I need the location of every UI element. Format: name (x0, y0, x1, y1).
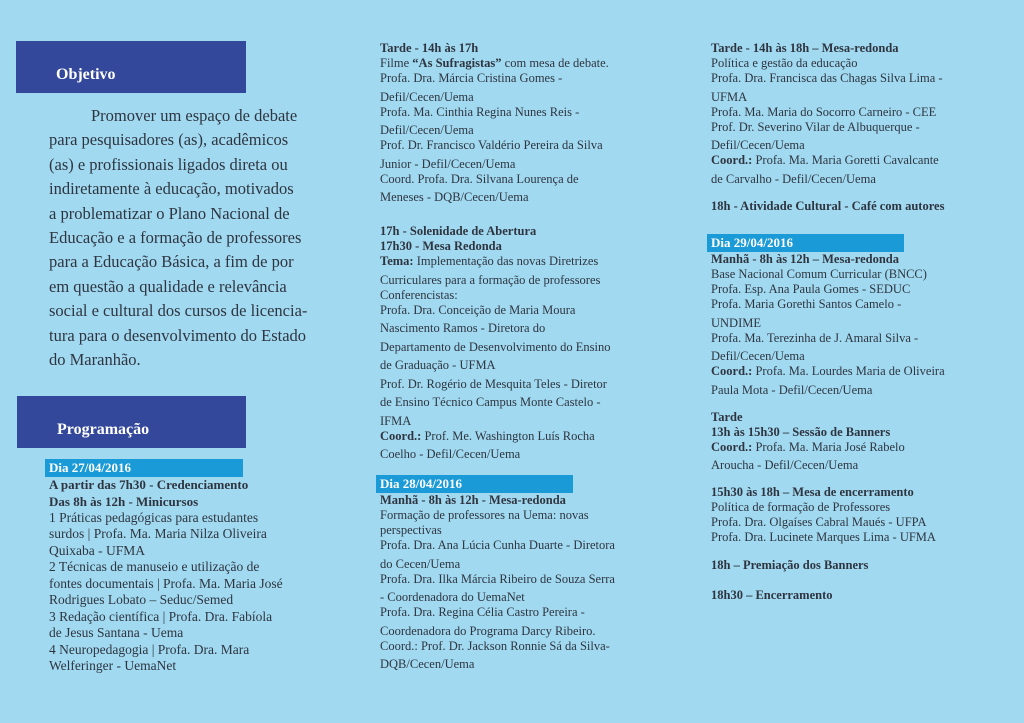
programacao-title: Programação (57, 421, 150, 438)
objetivo-header (16, 41, 246, 93)
objetivo-title: Objetivo (56, 66, 116, 83)
date-bar-day3: Dia 29/04/2016 (707, 234, 904, 252)
day1-afternoon-block: Tarde - 14h às 17h Filme “As Sufragistas” com mesa de debate. Profa. Dra. Márcia Cristina Gomes - Defil/Cecen/Uema Profa. Ma. Cinthia Regina Nunes Reis - Defil/Cecen/Uema Prof. Dr. Francisco Valdério Pereira da Silva Junior - Defil/Cecen/Uema Coord. Profa. Dra. Silvana Lourença de Meneses - DQB/Cecen/Uema (380, 41, 609, 204)
encerramento: 18h30 – Encerramento (711, 588, 833, 602)
day2-afternoon-block: Tarde - 14h às 18h – Mesa-redonda Política e gestão da educação Profa. Dra. Francisca das Chagas Silva Lima - UFMA Profa. Ma. Maria do Socorro Carneiro - CEE Prof. Dr. Severino Vilar de Albuquerque - Defil/Cecen/Uema Coord.: Profa. Ma. Maria Goretti Cavalcante de Carvalho - Defil/Cecen/Uema 18h - Atividade Cultural - Café com autores (711, 41, 945, 213)
objetivo-paragraph: Promover um espaço de debate para pesquisadores (as), acadêmicos (as) e profissionais ligados direta ou indiretamente à educação, motivados a problematizar o Plano Nacional de Educação e a formação de professores para a Educação Básica, a fim de por em questão a qualidade e relevância social e cultural dos cursos de licencia- tura para o desenvolvimento do Estado do Maranhão. (49, 106, 308, 370)
cultural-activity: 18h - Atividade Cultural - Café com autores (711, 198, 945, 213)
date-bar-day1: Dia 27/04/2016 (45, 459, 243, 477)
date-bar-day2: Dia 28/04/2016 (376, 475, 573, 493)
day1-opening-block: 17h - Solenidade de Abertura 17h30 - Mesa Redonda Tema: Implementação das novas Diretrizes Curriculares para a formação de professores Conferencistas: Profa. Dra. Conceição de Maria Moura Nascimento Ramos - Diretora do Departamento de Desenvolvimento do Ensino de Graduação - UFMA Prof. Dr. Rogério de Mesquita Teles - Diretor de Ensino Técnico Campus Monte Castelo - IFMA Coord.: Prof. Me. Washington Luís Rocha Coelho - Defil/Cecen/Uema (380, 224, 611, 461)
day3-block: Manhã - 8h às 12h – Mesa-redonda Base Nacional Comum Curricular (BNCC) Profa. Esp. Ana Paula Gomes - SEDUC Profa. Maria Gorethi Santos Camelo - UNDIME Profa. Ma. Terezinha de J. Amaral Silva - Defil/Cecen/Uema Coord.: Profa. Ma. Lourdes Maria de Oliveira Paula Mota - Defil/Cecen/Uema Tarde 13h às 15h30 – Sessão de Banners Coord.: Profa. Ma. Maria José Rabelo Aroucha - Defil/Cecen/Uema 15h30 às 18h – Mesa de encerramento Política de formação de Professores Profa. Dra. Olgaíses Cabral Maués - UFPA Profa. Dra. Lucinete Marques Lima - UFMA 18h – Premiação dos Banners 18h30 – Encerramento (711, 252, 945, 602)
day2-morning-block: Manhã - 8h às 12h - Mesa-redonda Formação de professores na Uema: novas perspectivas Profa. Dra. Ana Lúcia Cunha Duarte - Diretora do Cecen/Uema Profa. Dra. Ilka Márcia Ribeiro de Souza Serra - Coordenadora do UemaNet Profa. Dra. Regina Célia Castro Pereira - Coordenadora do Programa Darcy Ribeiro. Coord.: Prof. Dr. Jackson Ronnie Sá da Silva- DQB/Cecen/Uema (380, 493, 615, 671)
day1-morning-block: A partir das 7h30 - Credenciamento Das 8h às 12h - Minicursos 1 Práticas pedagógicas para estudantes surdos | Profa. Ma. Maria Nilza Oliveira Quixaba - UFMA 2 Técnicas de manuseio e utilização de fontes documentais | Profa. Ma. Maria José Rodrigues Lobato – Seduc/Semed 3 Redação científica | Profa. Dra. Fabíola de Jesus Santana - Uema 4 Neuropedagogia | Profa. Dra. Mara Welferinger - UemaNet (49, 477, 283, 673)
film-title: “As Sufragistas” (412, 56, 502, 70)
programacao-header (17, 396, 246, 448)
premiacao: 18h – Premiação dos Banners (711, 558, 869, 572)
